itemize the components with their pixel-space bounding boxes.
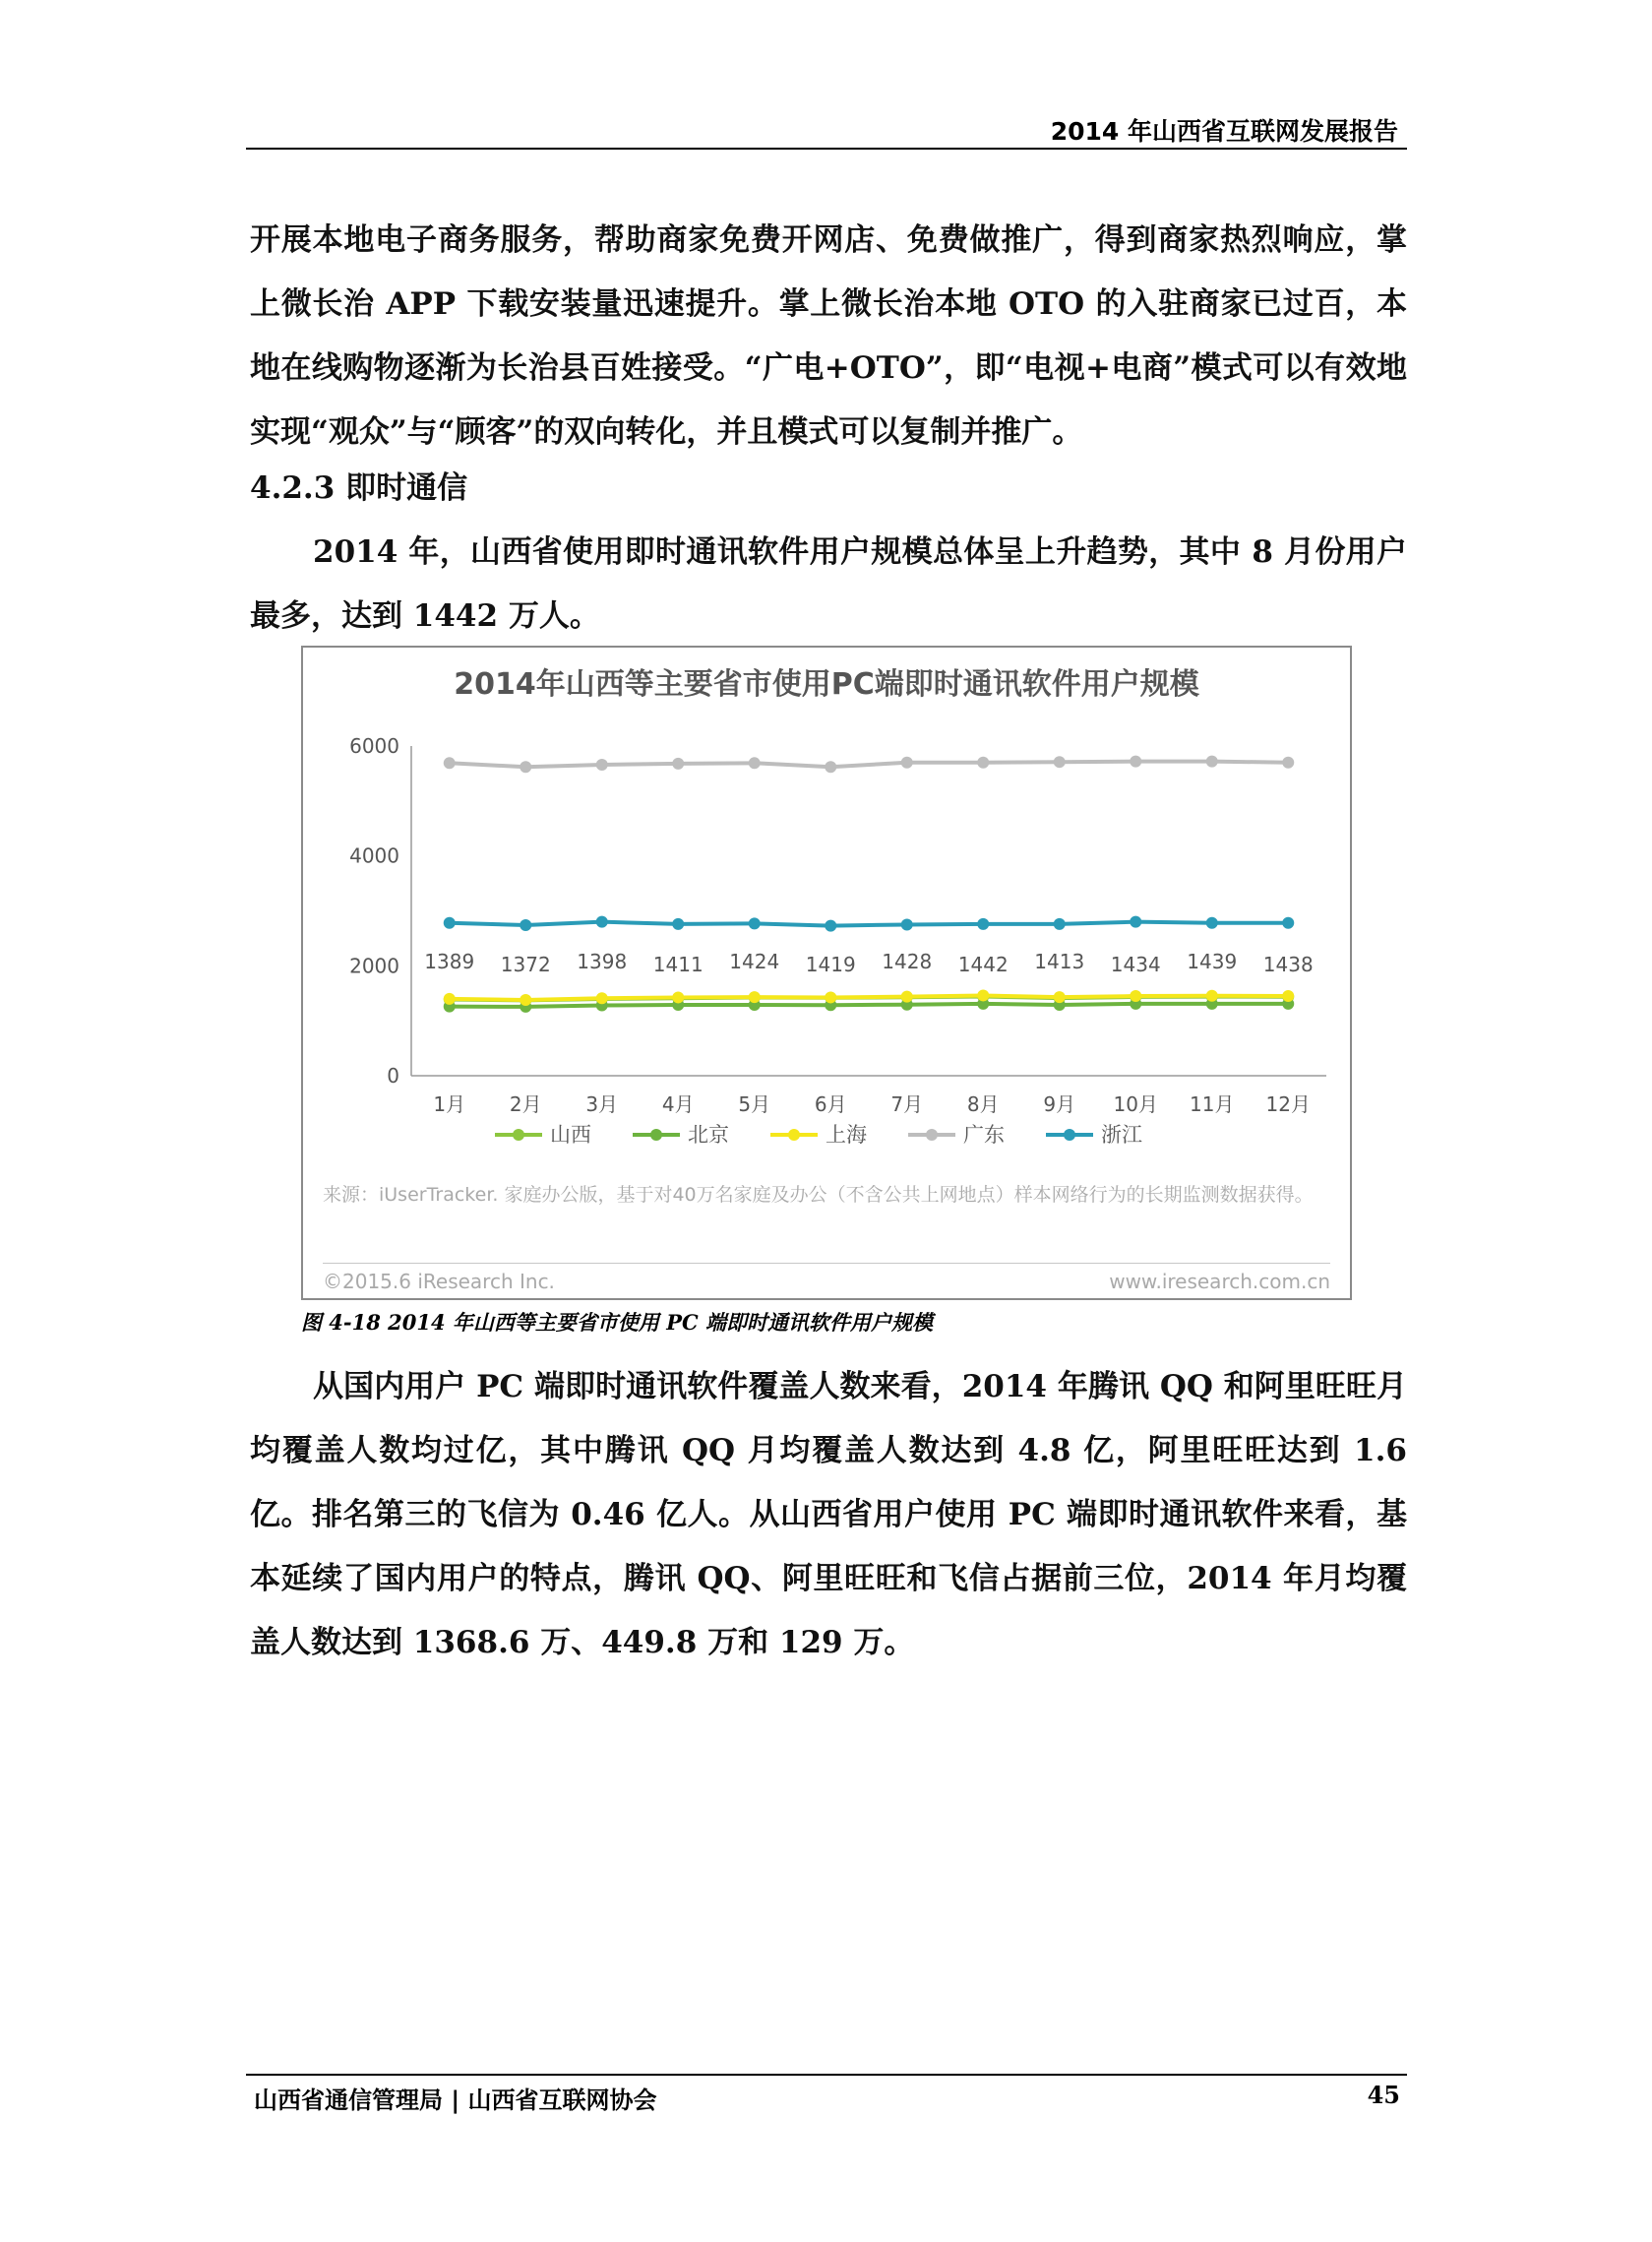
data-point-广东 <box>825 761 836 773</box>
chart-figure <box>301 646 1352 1300</box>
data-point-浙江 <box>977 918 989 930</box>
data-label: 1411 <box>652 953 704 976</box>
chart-copyright: ©2015.6 iResearch Inc. <box>323 1270 555 1293</box>
chart-source-url: www.iresearch.com.cn <box>1109 1270 1330 1293</box>
data-point-上海 <box>596 992 608 1004</box>
data-point-上海 <box>444 993 456 1005</box>
y-tick-label: 0 <box>387 1064 399 1088</box>
data-point-上海 <box>1206 990 1218 1002</box>
y-tick-label: 6000 <box>349 734 399 758</box>
body-paragraph-national-im: 从国内用户 PC 端即时通讯软件覆盖人数来看，2014 年腾讯 QQ 和阿里旺旺月均覆盖人数均过亿，其中腾讯 QQ 月均覆盖人数达到 4.8 亿，阿里旺旺达到 1.6 亿。排名第三的飞信为 0.46 亿人。从山西省用户使用 PC 端即时通讯软件来看，基本延续了国内用户的特点，腾讯 QQ、阿里旺旺和飞信占据前三位，2014 年月均覆盖人数达到 1368.6 万、449.8 万和 129 万。 <box>250 1369 1407 1660</box>
header-rule <box>246 148 1407 150</box>
legend-label: 北京 <box>688 1123 729 1147</box>
series-line-北京 <box>450 1004 1289 1007</box>
data-point-浙江 <box>672 918 684 930</box>
legend-label: 浙江 <box>1101 1123 1142 1147</box>
data-label: 1413 <box>1034 950 1085 973</box>
x-tick-label: 4月 <box>661 1092 695 1116</box>
x-tick-label: 12月 <box>1265 1092 1311 1116</box>
data-point-上海 <box>1130 990 1141 1002</box>
data-point-广东 <box>1282 757 1294 769</box>
data-label: 1439 <box>1187 950 1238 973</box>
legend-marker-广东 <box>926 1129 938 1141</box>
data-point-广东 <box>1130 756 1141 768</box>
im-users-line-chart <box>303 648 1350 1169</box>
data-point-广东 <box>672 758 684 770</box>
data-point-上海 <box>1054 991 1066 1003</box>
data-point-广东 <box>596 759 608 771</box>
x-tick-label: 5月 <box>738 1092 771 1116</box>
legend-label: 广东 <box>963 1123 1005 1147</box>
data-label: 1438 <box>1262 953 1314 976</box>
data-point-浙江 <box>520 919 531 931</box>
data-point-上海 <box>672 991 684 1003</box>
data-label: 1372 <box>500 953 551 976</box>
legend-marker-浙江 <box>1064 1129 1075 1141</box>
footer-rule <box>246 2074 1407 2076</box>
data-point-广东 <box>977 757 989 769</box>
data-point-上海 <box>1282 990 1294 1002</box>
data-point-上海 <box>901 991 913 1003</box>
legend-label: 上海 <box>826 1123 867 1147</box>
data-point-浙江 <box>901 918 913 930</box>
data-point-广东 <box>749 757 761 769</box>
x-tick-label: 2月 <box>509 1092 542 1116</box>
chart-source-note: 来源：iUserTracker. 家庭办公版，基于对40万名家庭及办公（不含公共上网地点）样本网络行为的长期监测数据获得。 <box>323 1184 1314 1206</box>
legend-label: 山西 <box>550 1123 591 1147</box>
report-header-title: 2014 年山西省互联网发展报告 <box>1050 117 1398 146</box>
body-paragraph-ecommerce: 开展本地电子商务服务，帮助商家免费开网店、免费做推广，得到商家热烈响应，掌上微长治 APP 下载安装量迅速提升。掌上微长治本地 OTO 的入驻商家已过百，本地在线购物逐渐为长治县百姓接受。“广电+OTO”，即“电视+电商”模式可以有效地实现“观众”与“顾客”的双向转化，并且模式可以复制并推广。 <box>250 222 1407 450</box>
data-label: 1419 <box>805 953 856 976</box>
legend-marker-北京 <box>650 1129 662 1141</box>
data-label: 1442 <box>957 953 1009 976</box>
figure-caption: 图 4-18 2014 年山西等主要省市使用 PC 端即时通讯软件用户规模 <box>301 1310 934 1335</box>
data-point-上海 <box>749 991 761 1003</box>
data-point-浙江 <box>444 917 456 929</box>
data-point-广东 <box>901 757 913 769</box>
data-point-浙江 <box>1282 917 1294 929</box>
data-label: 1434 <box>1110 953 1161 976</box>
legend-marker-上海 <box>788 1129 800 1141</box>
data-point-浙江 <box>825 920 836 932</box>
section-heading-instant-messaging: 4.2.3 即时通信 <box>250 470 468 506</box>
data-point-广东 <box>1206 756 1218 768</box>
data-point-浙江 <box>1054 918 1066 930</box>
x-tick-label: 10月 <box>1113 1092 1158 1116</box>
data-point-浙江 <box>749 917 761 929</box>
body-paragraph-im-trend: 2014 年，山西省使用即时通讯软件用户规模总体呈上升趋势，其中 8 月份用户最多，达到 1442 万人。 <box>250 534 1407 634</box>
data-point-广东 <box>444 757 456 769</box>
x-tick-label: 7月 <box>890 1092 924 1116</box>
x-tick-label: 11月 <box>1190 1092 1235 1116</box>
data-point-浙江 <box>596 916 608 928</box>
data-point-浙江 <box>1130 916 1141 928</box>
data-label: 1424 <box>729 950 780 973</box>
data-point-广东 <box>1054 756 1066 768</box>
footer-organizations: 山西省通信管理局 | 山西省互联网协会 <box>254 2086 657 2114</box>
legend-marker-山西 <box>513 1129 524 1141</box>
y-tick-label: 2000 <box>349 954 399 978</box>
x-tick-label: 9月 <box>1043 1092 1076 1116</box>
x-tick-label: 6月 <box>814 1092 847 1116</box>
data-point-上海 <box>825 991 836 1003</box>
data-point-上海 <box>977 989 989 1001</box>
series-line-广东 <box>450 762 1289 768</box>
chart-footer-divider <box>323 1263 1330 1264</box>
page-number: 45 <box>1367 2081 1400 2109</box>
data-label: 1428 <box>882 950 933 973</box>
data-point-广东 <box>520 761 531 773</box>
x-tick-label: 3月 <box>585 1092 619 1116</box>
data-point-浙江 <box>1206 917 1218 929</box>
data-label: 1398 <box>577 950 628 973</box>
x-tick-label: 1月 <box>433 1092 466 1116</box>
data-label: 1389 <box>424 950 475 973</box>
y-tick-label: 4000 <box>349 843 399 868</box>
x-tick-label: 8月 <box>966 1092 1000 1116</box>
data-point-上海 <box>520 994 531 1006</box>
chart-title: 2014年山西等主要省市使用PC端即时通讯软件用户规模 <box>454 667 1199 702</box>
series-line-浙江 <box>450 922 1289 926</box>
